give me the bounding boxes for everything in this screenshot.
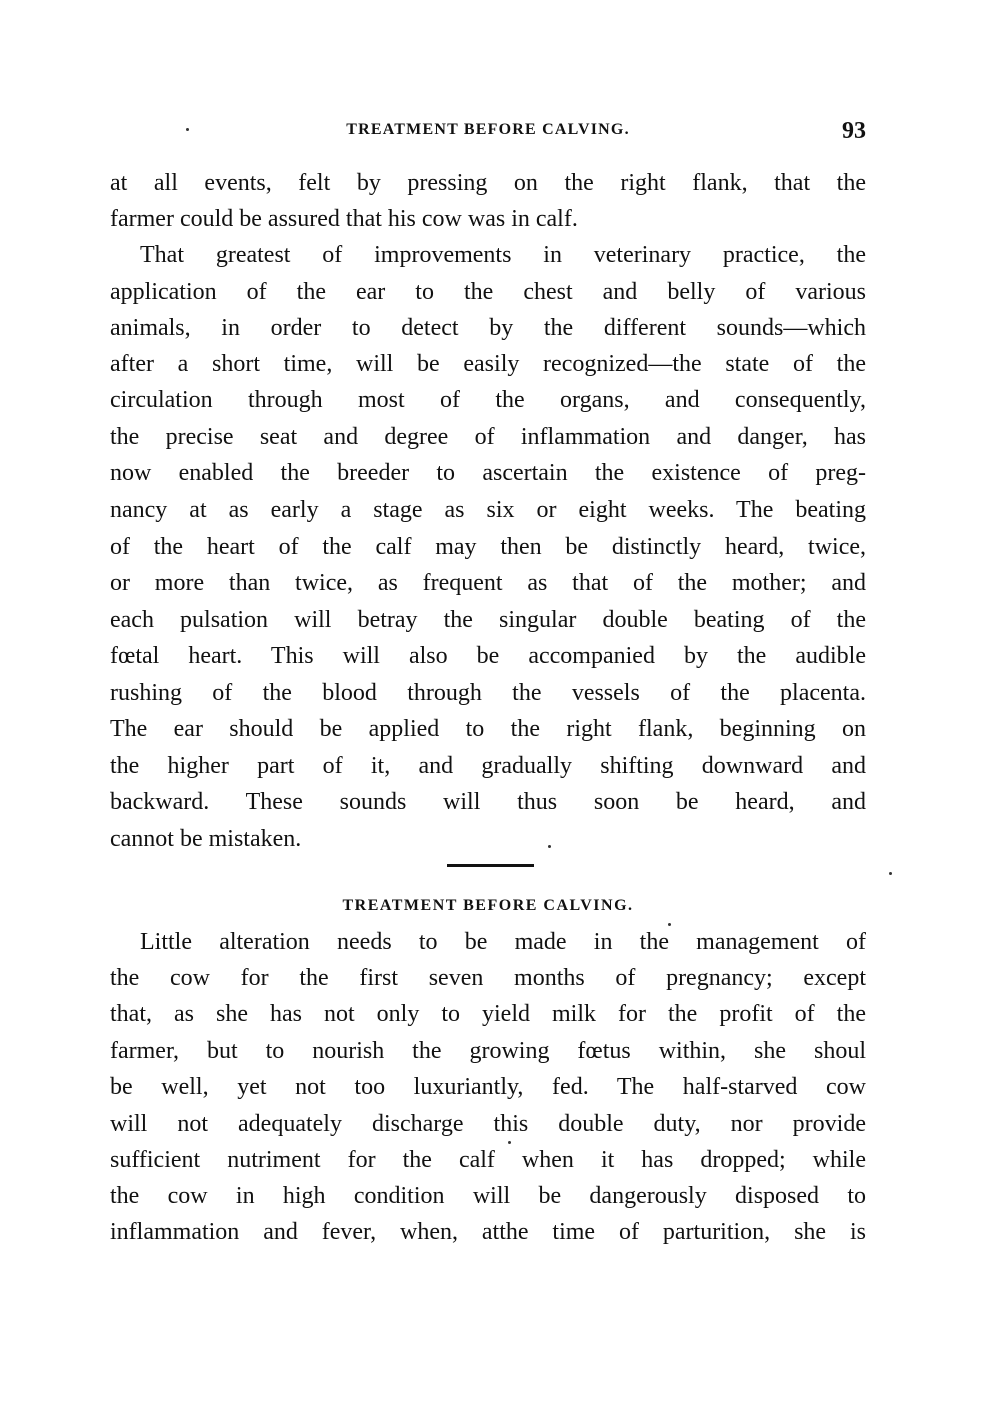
text-line: application of the ear to the chest and belly of various [110, 279, 866, 305]
section-heading: TREATMENT BEFORE CALVING. [342, 897, 634, 914]
text-line: The ear should be applied to the right flank, beginning on [110, 716, 866, 742]
text-line: each pulsation will betray the singular double beating of the [110, 607, 866, 633]
text-line: at all events, felt by pressing on the right flank, that the [110, 170, 866, 196]
text-line: inflammation and fever, when, atthe time of parturition, she is [110, 1219, 866, 1245]
scan-speck [508, 1141, 511, 1144]
text-line: That greatest of improvements in veterinary practice, the [140, 242, 866, 268]
text-line: nancy at as early a stage as six or eight weeks. The beating [110, 497, 866, 523]
text-line: farmer could be assured that his cow was in calf. [110, 206, 578, 232]
text-line: Little alteration needs to be made in the management of [140, 929, 866, 955]
text-line: circulation through most of the organs, and consequently, [110, 387, 866, 413]
running-header [110, 118, 866, 148]
text-line: sufficient nutriment for the calf when it has dropped; while [110, 1147, 866, 1173]
text-line: the higher part of it, and gradually shifting downward and [110, 753, 866, 779]
text-line: or more than twice, as frequent as that of the mother; and [110, 570, 866, 596]
text-line: of the heart of the calf may then be distinctly heard, twice, [110, 534, 866, 560]
scan-speck [889, 872, 892, 875]
text-line: animals, in order to detect by the different sounds—which [110, 315, 866, 341]
text-line: the cow in high condition will be dangerously disposed to [110, 1183, 866, 1209]
text-line: the cow for the first seven months of pregnancy; except [110, 965, 866, 991]
running-title: TREATMENT BEFORE CALVING. [346, 121, 630, 138]
page-number: 93 [842, 118, 866, 144]
text-line: backward. These sounds will thus soon be heard, and [110, 789, 866, 815]
text-line: after a short time, will be easily recognized—the state of the [110, 351, 866, 377]
text-line: be well, yet not too luxuriantly, fed. The half-starved cow [110, 1074, 866, 1100]
section-divider [447, 864, 534, 867]
text-line: now enabled the breeder to ascertain the existence of preg- [110, 460, 866, 486]
scan-speck [548, 845, 551, 848]
scan-speck [668, 923, 671, 926]
text-line: cannot be mistaken. [110, 826, 302, 852]
scan-speck [186, 128, 189, 131]
text-line: will not adequately discharge this double duty, nor provide [110, 1111, 866, 1137]
text-line: fœtal heart. This will also be accompanied by the audible [110, 643, 866, 669]
text-line: rushing of the blood through the vessels of the placenta. [110, 680, 866, 706]
text-line: farmer, but to nourish the growing fœtus within, she shoul [110, 1038, 866, 1064]
text-line: that, as she has not only to yield milk for the profit of the [110, 1001, 866, 1027]
text-line: the precise seat and degree of inflammation and danger, has [110, 424, 866, 450]
